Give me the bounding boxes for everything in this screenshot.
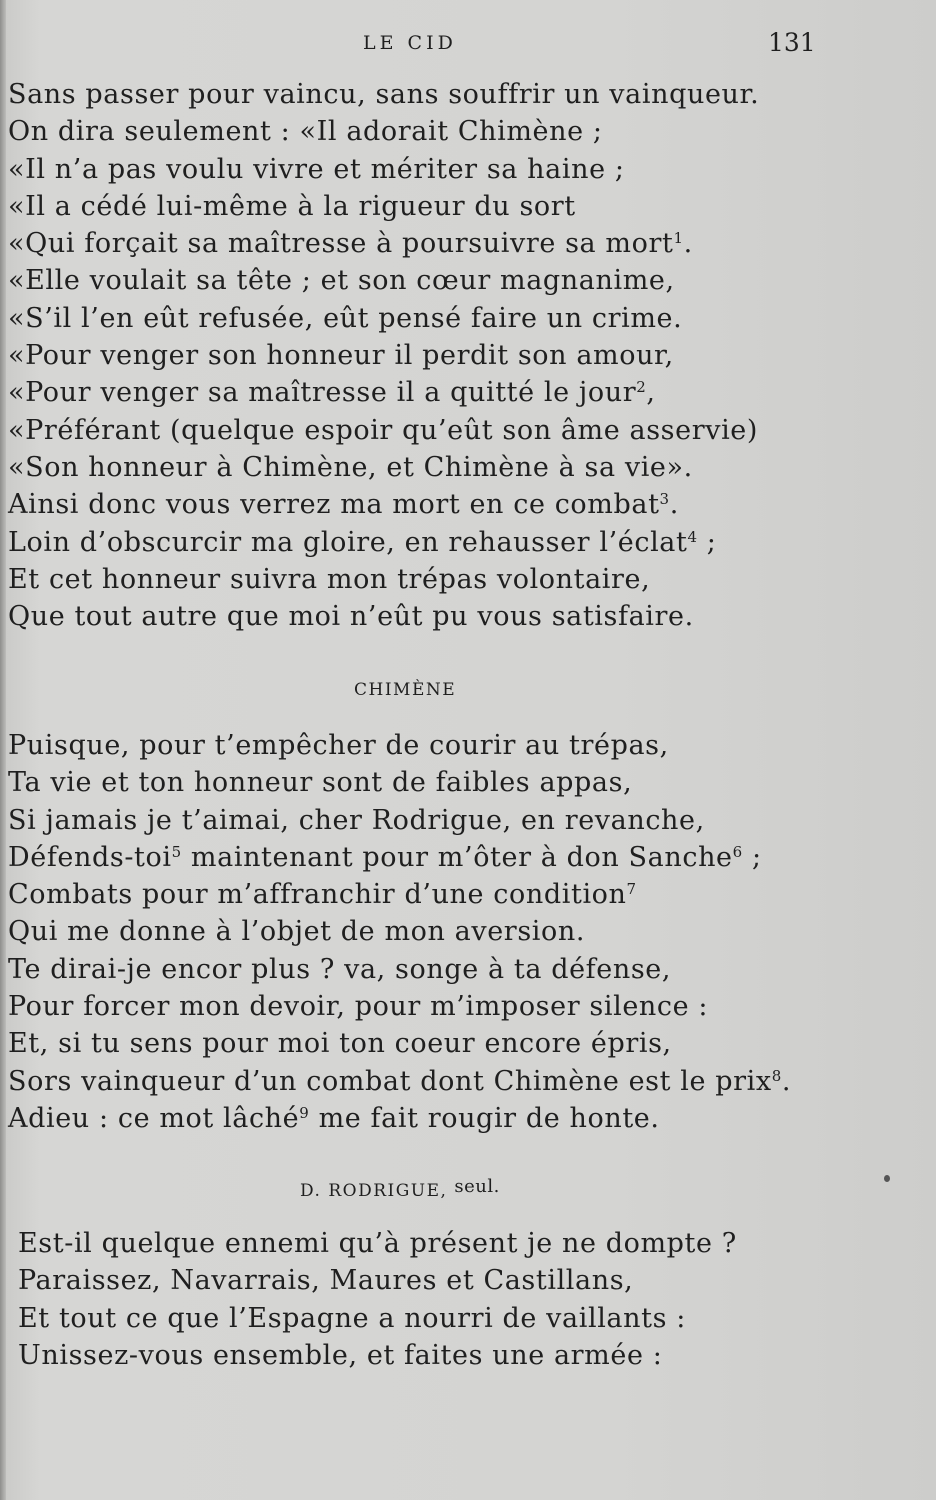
verse-line: Combats pour m’affranchir d’une condition$^7$	[8, 879, 637, 911]
verse-line: Adieu : ce mot lâché$^9$ me fait rougir de honte.	[8, 1102, 660, 1134]
verse-line: Et tout ce que l’Espagne a nourri de vaillants :	[18, 1302, 686, 1334]
footnote-ref: 9	[299, 1103, 310, 1122]
footnote-ref: 7	[626, 880, 637, 899]
verse-line: Que tout autre que moi n’eût pu vous satisfaire.	[8, 601, 694, 633]
verse-line: Puisque, pour t’empêcher de courir au trépas,	[8, 730, 669, 761]
running-title: LE CID	[363, 32, 457, 54]
verse-line: Ainsi donc vous verrez ma mort en ce combat$^3$.	[8, 489, 679, 521]
verse-block-rodrigue-alone	[18, 1225, 737, 1374]
verse-line: «Il n’a pas voulu vivre et mériter sa haine ;	[8, 153, 625, 185]
verse-line: «Pour venger son honneur il perdit son amour,	[8, 340, 674, 372]
verse-line: Si jamais je t’aimai, cher Rodrigue, en revanche,	[8, 804, 705, 836]
verse-line: «Pour venger sa maîtresse il a quitté le jour$^2$,	[8, 377, 656, 409]
stage-direction: seul.	[454, 1176, 500, 1197]
verse-line: On dira seulement : «Il adorait Chimène ;	[8, 116, 603, 148]
footnote-ref: 6	[732, 842, 743, 861]
verse-block-rodrigue	[8, 76, 759, 635]
footnote-ref: 8	[771, 1066, 782, 1085]
verse-line: Et, si tu sens pour moi ton coeur encore épris,	[8, 1028, 672, 1060]
verse-line: Unissez-vous ensemble, et faites une armée :	[18, 1339, 663, 1371]
verse-line: Te dirai-je encor plus ? va, songe à ta défense,	[8, 953, 672, 985]
verse-block-chimene	[8, 727, 791, 1137]
page-header	[0, 28, 936, 58]
verse-line: «Qui forçait sa maîtresse à poursuivre sa mort$^1$.	[8, 228, 693, 260]
footnote-ref: 1	[673, 229, 684, 248]
footnote-ref: 2	[636, 378, 647, 397]
binding-edge	[0, 0, 6, 1500]
verse-line: Pour forcer mon devoir, pour m’imposer silence :	[8, 991, 709, 1023]
verse-line: Défends-toi$^5$ maintenant pour m’ôter à don Sanche$^6$ ;	[8, 841, 762, 873]
verse-line: Qui me donne à l’objet de mon aversion.	[8, 916, 586, 948]
verse-line: Ta vie et ton honneur sont de faibles appas,	[8, 767, 633, 799]
verse-line: «Elle voulait sa tête ; et son cœur magnanime,	[8, 265, 675, 297]
footnote-ref: 5	[171, 842, 182, 861]
speaker-heading-rodrigue: D. RODRIGUE, seul.	[300, 1176, 500, 1201]
verse-line: «Il a cédé lui-même à la rigueur du sort	[8, 190, 576, 222]
speaker-heading-chimene: CHIMÈNE	[354, 680, 457, 700]
page-number: 131	[768, 28, 816, 57]
verse-line: Sans passer pour vaincu, sans souffrir un vainqueur.	[8, 79, 760, 110]
verse-line: Est-il quelque ennemi qu’à présent je ne dompte ?	[18, 1228, 737, 1259]
verse-line: Paraissez, Navarrais, Maures et Castillans,	[18, 1265, 634, 1297]
footnote-ref: 3	[659, 490, 670, 509]
ink-speck	[884, 1175, 890, 1182]
verse-line: Loin d’obscurcir ma gloire, en rehausser l’éclat$^4$ ;	[8, 526, 717, 558]
verse-line: «S’il l’en eût refusée, eût pensé faire un crime.	[8, 302, 683, 334]
verse-line: Sors vainqueur d’un combat dont Chimène est le prix$^8$.	[8, 1065, 792, 1097]
verse-line: «Son honneur à Chimène, et Chimène à sa vie».	[8, 451, 693, 483]
verse-line: «Préférant (quelque espoir qu’eût son âme asservie)	[8, 414, 759, 446]
footnote-ref: 4	[687, 527, 698, 546]
verse-line: Et cet honneur suivra mon trépas volontaire,	[8, 563, 651, 595]
